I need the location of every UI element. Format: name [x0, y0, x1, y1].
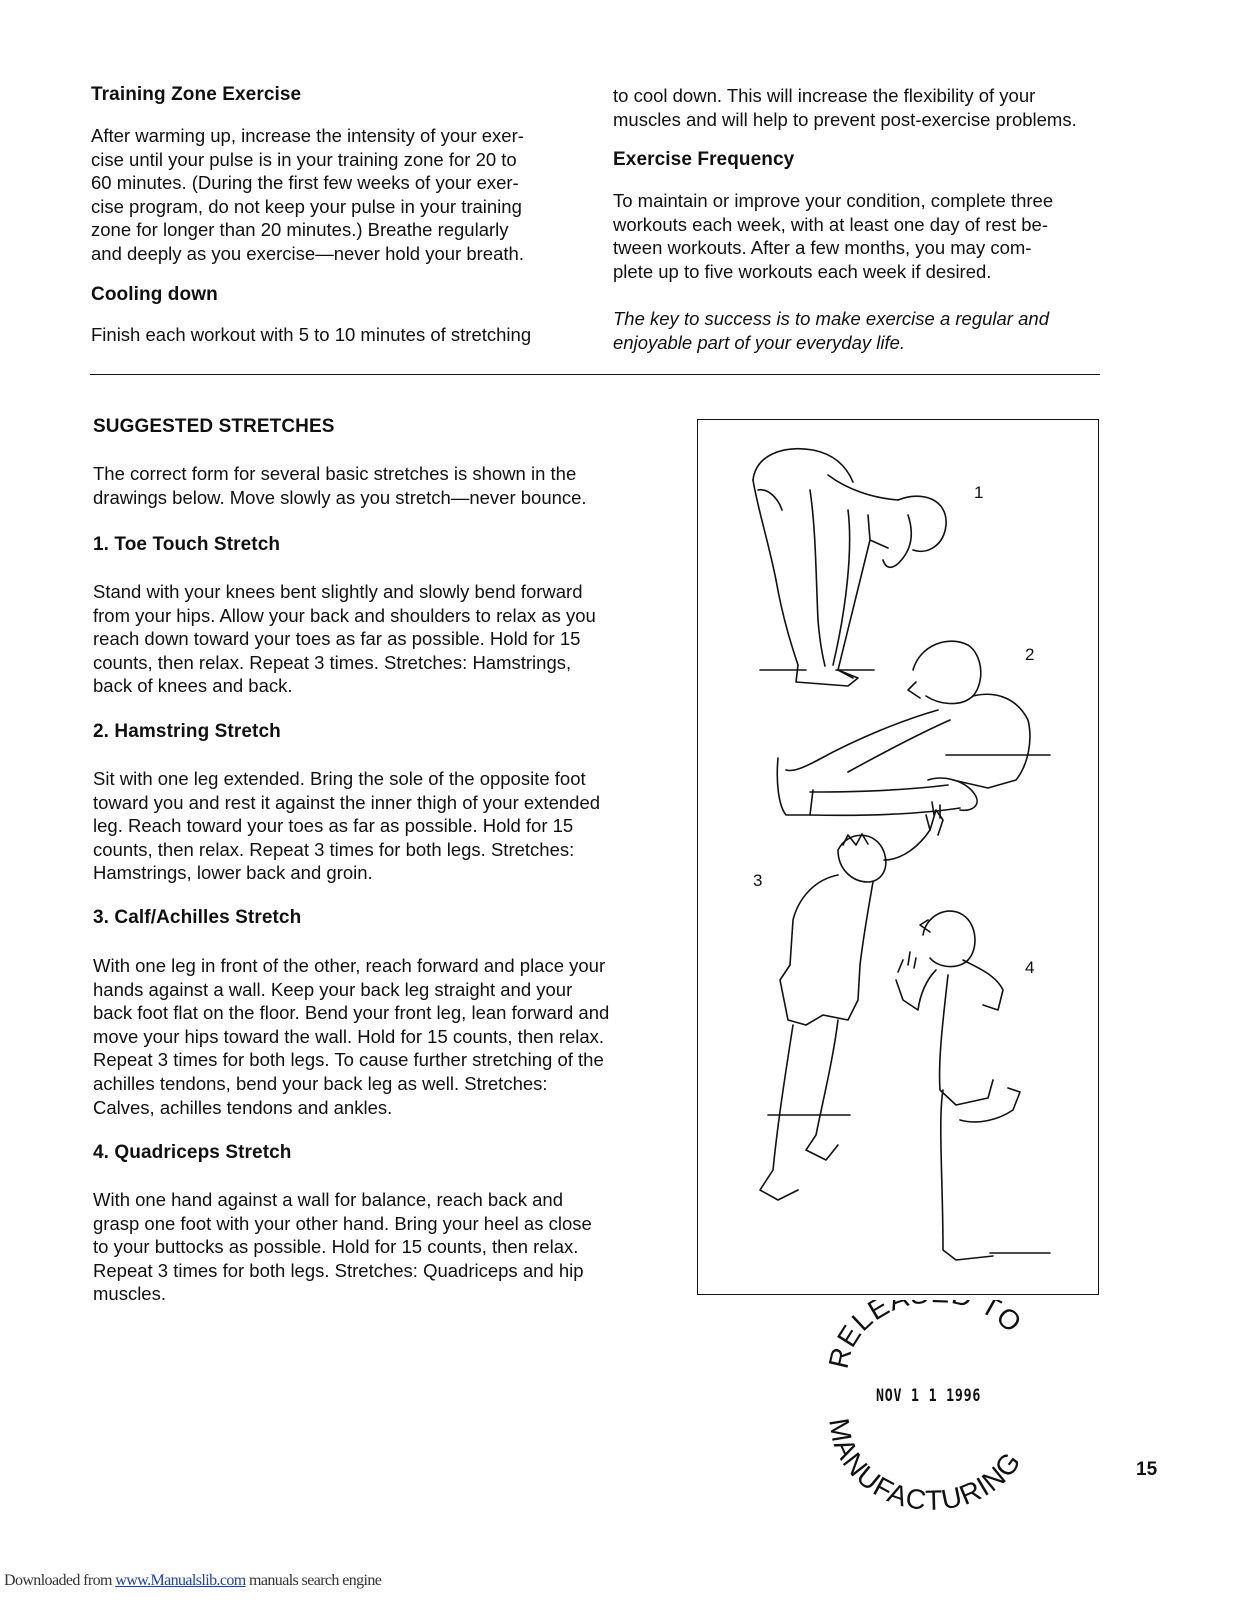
hamstring-text — [93, 767, 673, 885]
text-line: The key to success is to make exercise a regular and — [613, 308, 1049, 329]
stamp-top-text: RELE TO — [822, 1300, 1029, 1372]
footer-suffix: manuals search engine — [245, 1572, 382, 1589]
text-line: Repeat 3 times for both legs. Stretches: Quadriceps and hip — [93, 1259, 584, 1281]
hamstring-figure — [777, 641, 1050, 815]
text-line: muscles. — [93, 1283, 166, 1305]
stamp-bottom-text: MANUFACTURING — [823, 1416, 1028, 1515]
training-zone-heading: Training Zone Exercise — [91, 84, 302, 105]
text-line: drawings below. Move slowly as you stretch—never bounce. — [93, 486, 587, 508]
text-line: Sit with one leg extended. Bring the sole of the opposite foot — [93, 768, 586, 789]
text-line: leg. Reach toward your toes as far as possible. Hold for 15 — [93, 815, 574, 837]
text-line: toward you and rest it against the inner thigh of your extended — [93, 791, 601, 813]
footer-prefix: Downloaded from — [4, 1572, 116, 1589]
stretches-illustration — [697, 419, 1099, 1295]
manualslib-link[interactable]: www.Manualslib.com — [115, 1572, 246, 1589]
figure-label-2: 2 — [1025, 645, 1035, 664]
text-line: muscles and will help to prevent post-exercise problems. — [613, 108, 1077, 130]
toe-touch-heading: 1. Toe Touch Stretch — [93, 534, 281, 555]
cooling-down-continued — [613, 84, 1113, 131]
text-line: Repeat 3 times for both legs. To cause further stretching of the — [93, 1049, 604, 1071]
calf-achilles-figure — [760, 802, 943, 1200]
hamstring-heading: 2. Hamstring Stretch — [93, 721, 281, 742]
text-line: After warming up, increase the intensity of your exer- — [91, 125, 524, 146]
text-line: plete up to five workouts each week if desired. — [613, 260, 992, 282]
text-line: back foot flat on the floor. Bend your front leg, lean forward and — [93, 1002, 610, 1024]
text-line: counts, then relax. Repeat 3 times for both legs. Stretches: — [93, 838, 575, 860]
text-line: workouts each week, with at least one day of rest be- — [613, 213, 1048, 235]
training-zone-text — [91, 124, 591, 266]
suggested-stretches-heading: SUGGESTED STRETCHES — [93, 416, 335, 437]
stamp-date: NOV 1 1 1996 — [876, 1386, 982, 1406]
text-line: tween workouts. After a few months, you may com- — [613, 237, 1032, 259]
text-line: achilles tendons, bend your back leg as well. Stretches: — [93, 1072, 548, 1094]
text-line: to your buttocks as possible. Hold for 15 counts, then relax. — [93, 1236, 579, 1258]
figure-label-3: 3 — [753, 871, 763, 890]
cooling-down-heading: Cooling down — [91, 284, 218, 305]
text-line: move your hips toward the wall. Hold for 15 counts, then relax. — [93, 1025, 605, 1047]
text-line: To maintain or improve your condition, complete three — [613, 190, 1054, 211]
text-line: Stand with your knees bent slightly and slowly bend forward — [93, 581, 583, 602]
text-line: cise until your pulse is in your training zone for 20 to — [91, 148, 517, 170]
text-line: enjoyable part of your everyday life. — [613, 331, 906, 353]
figure-label-1: 1 — [974, 483, 984, 502]
text-line: The correct form for several basic stretches is shown in the — [93, 463, 577, 484]
text-line: hands against a wall. Keep your back leg straight and your — [93, 978, 573, 1000]
section-divider — [90, 374, 1100, 375]
exercise-frequency-text — [613, 189, 1113, 283]
exercise-frequency-heading: Exercise Frequency — [613, 149, 795, 170]
toe-touch-figure — [753, 449, 946, 686]
text-line: With one hand against a wall for balance, reach back and — [93, 1189, 563, 1210]
text-line: cise program, do not keep your pulse in your training — [91, 195, 522, 217]
page-number: 15 — [1136, 1459, 1158, 1480]
download-footer — [4, 1572, 381, 1590]
key-to-success-text — [613, 307, 1113, 354]
text-line: Hamstrings, lower back and groin. — [93, 862, 373, 884]
text-line: from your hips. Allow your back and shoulders to relax as you — [93, 604, 596, 626]
text-line: reach down toward your toes as far as possible. Hold for 15 — [93, 628, 581, 650]
release-stamp — [818, 1300, 1048, 1515]
stretches-intro — [93, 462, 673, 509]
text-line: zone for longer than 20 minutes.) Breathe regularly — [91, 219, 509, 241]
text-line: Calves, achilles tendons and ankles. — [93, 1096, 393, 1118]
quadriceps-text — [93, 1188, 673, 1306]
cooling-down-text: Finish each workout with 5 to 10 minutes of stretching — [91, 324, 532, 345]
text-line: 60 minutes. (During the first few weeks of your exer- — [91, 172, 519, 194]
text-line: grasp one foot with your other hand. Bring your heel as close — [93, 1212, 592, 1234]
quadriceps-heading: 4. Quadriceps Stretch — [93, 1142, 292, 1163]
text-line: and deeply as you exercise—never hold your breath. — [91, 242, 524, 264]
calf-achilles-heading: 3. Calf/Achilles Stretch — [93, 907, 302, 928]
toe-touch-text — [93, 580, 673, 698]
text-line: With one leg in front of the other, reach forward and place your — [93, 955, 606, 976]
text-line: back of knees and back. — [93, 675, 293, 697]
text-line: counts, then relax. Repeat 3 times. Stretches: Hamstrings, — [93, 651, 572, 673]
calf-achilles-text — [93, 954, 673, 1119]
text-line: to cool down. This will increase the flexibility of your — [613, 85, 1036, 106]
figure-label-4: 4 — [1025, 958, 1035, 977]
